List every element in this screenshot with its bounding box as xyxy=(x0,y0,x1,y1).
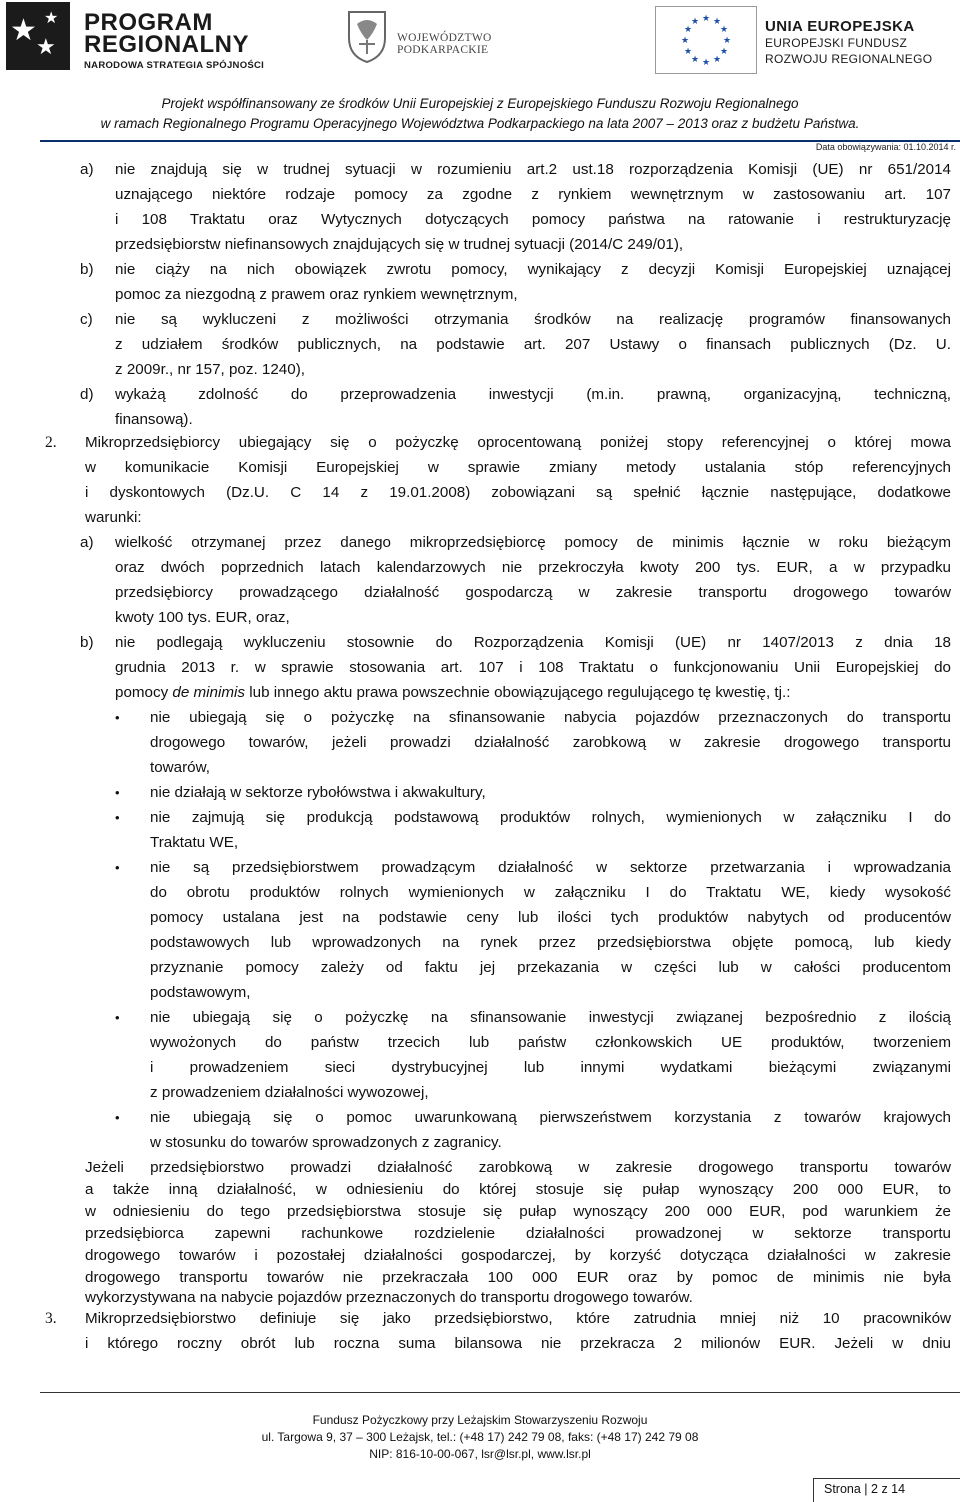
body-line: przedsiębiorcy prowadzącego działalność gospodarczą w zakresie transportu drogowego towarów xyxy=(115,584,951,601)
footer-line-3: NIP: 816-10-00-067, lsr@lsr.pl, www.lsr.pl xyxy=(369,1447,591,1461)
label-a: a) xyxy=(80,161,94,178)
svg-text:★: ★ xyxy=(719,25,729,35)
wojewodztwo-logo xyxy=(345,0,585,84)
body-line: i 108 Traktatu oraz Wytycznych dotyczących pomocy państwa na ratowanie i restrukturyzację xyxy=(115,211,951,228)
body-line: drogowego transportu towarów nie przekraczała 100 000 EUR oraz by pomoc de minimis nie była xyxy=(85,1269,951,1286)
body-line: uznającego niektóre rodzaje pomocy za zgodne z rynkiem wewnętrznym w zastosowaniu art. 107 xyxy=(115,186,951,203)
svg-text:★: ★ xyxy=(712,55,722,65)
body-line: finansową). xyxy=(115,411,193,428)
validity-date: Data obowiązywania: 01.10.2014 r. xyxy=(815,142,956,152)
bullet-icon: • xyxy=(115,710,120,725)
body-line: pomocy ustalana jest na podstawie ceny lub ilości tych produktów nabytych od producentów xyxy=(150,909,951,926)
body-line: i prowadzeniem sieci dystrybucyjnej lub innymi wydatkami bieżącymi związanymi xyxy=(150,1059,951,1076)
svg-text:★: ★ xyxy=(722,36,732,46)
label-d: d) xyxy=(80,386,94,403)
svg-text:★: ★ xyxy=(683,25,693,35)
body-line: w komunikacie Komisji Europejskiej w sprawie zmiany metody ustalania stóp referencyjnych xyxy=(85,459,951,476)
body-line: z prowadzeniem działalności wywozowej, xyxy=(150,1084,429,1101)
footer-line-2: ul. Targowa 9, 37 – 300 Leżajsk, tel.: (+48 17) 242 79 08, faks: (+48 17) 242 79 08 xyxy=(261,1430,699,1444)
body-line: nie znajdują się w trudnej sytuacji w rozumieniu art.2 ust.18 rozporządzenia Komisji (UE) nr 651/2014 xyxy=(115,161,951,178)
logo-center-text: WOJEWÓDZTWO PODKARPACKIE xyxy=(397,32,492,56)
body-line: grudnia 2013 r. w sprawie stosowania art. 107 i 108 Traktatu o funkcjonowaniu Unii Europejskiej do xyxy=(115,659,951,676)
svg-text:★: ★ xyxy=(683,47,693,57)
text-run: pomocy xyxy=(115,684,169,701)
logo-left-line2: REGIONALNY xyxy=(84,31,250,58)
page-number: Strona | 2 z 14 xyxy=(824,1482,906,1496)
label-a: a) xyxy=(80,534,94,551)
body-line: pomoc za niezgodną z prawem oraz rynkiem wewnętrznym, xyxy=(115,286,518,303)
body-line: wywożonych do państw trzecich lub państw członkowskich UE produktów, tworzeniem xyxy=(150,1034,951,1051)
body-line: oraz dwóch poprzednich latach kalendarzowych nie przekroczyła kwoty 200 tys. EUR, a w przypadku xyxy=(115,559,951,576)
bullet-icon: • xyxy=(115,785,120,800)
body-line: nie ubiegają się o pożyczkę na sfinansowanie nabycia pojazdów przeznaczonych do transportu xyxy=(150,709,951,726)
svg-text:★: ★ xyxy=(719,47,729,57)
label-b: b) xyxy=(80,261,94,278)
body-line: towarów, xyxy=(150,759,210,776)
body-line: nie są wykluczeni z możliwości otrzymania środków na realizację programów finansowanych xyxy=(115,311,951,328)
program-regionalny-logo xyxy=(6,0,276,84)
body-line: nie działają w sektorze rybołówstwa i akwakultury, xyxy=(150,784,486,801)
bullet-icon: • xyxy=(115,1010,120,1025)
logo-right-line3: ROZWOJU REGIONALNEGO xyxy=(765,52,933,66)
logo-right-line2: EUROPEJSKI FUNDUSZ xyxy=(765,36,908,50)
body-line: i którego roczny obrót lub roczna suma bilansowa nie przekracza 2 milionów EUR. Jeżeli w dniu xyxy=(85,1335,951,1352)
body-line: drogowego towarów, jeżeli prowadzi działalność zarobkową w zakresie drogowego transportu xyxy=(150,734,951,751)
logo-right-line1: UNIA EUROPEJSKA xyxy=(765,18,915,35)
body-line: nie ubiegają się o pożyczkę na sfinansowanie inwestycji związanej bezpośrednio z ilością xyxy=(150,1009,951,1026)
svg-text:★: ★ xyxy=(690,17,700,27)
body-line: wykorzystywana na nabycie pojazdów przeznaczonych do transportu drogowego towarów. xyxy=(85,1289,693,1306)
bullet-icon: • xyxy=(115,860,120,875)
svg-text:★: ★ xyxy=(701,14,711,24)
body-line: nie zajmują się produkcją podstawową produktów rolnych, wymienionych w załączniku I do xyxy=(150,809,951,826)
body-line: podstawowych lub wprowadzonych na rynek przez przedsiębiorstwa objęte pomocą, lub kiedy xyxy=(150,934,951,951)
body-line: nie są przedsiębiorstwem prowadzącym działalność w sektorze przetwarzania i wprowadzania xyxy=(150,859,951,876)
svg-text:★: ★ xyxy=(690,55,700,65)
body-line: Mikroprzedsiębiorstwo definiuje się jako przedsiębiorstwo, które zatrudnia mniej niż 10 pracowników xyxy=(85,1310,951,1327)
logo-left-line3: NARODOWA STRATEGIA SPÓJNOŚCI xyxy=(84,60,265,71)
body-line: w odniesieniu do tego przedsiębiorstwa stosuje się pułap wynoszący 200 000 EUR, pod warunkiem że xyxy=(85,1203,951,1220)
body-line: wielkość otrzymanej przez danego mikroprzedsiębiorcę pomocy de minimis łącznie w roku bieżącym xyxy=(115,534,951,551)
body-line: przedsiębiorstw niefinansowych znajdujących się w trudnej sytuacji (2014/C 249/01), xyxy=(115,236,684,253)
body-line: z 2009r., nr 157, poz. 1240), xyxy=(115,361,305,378)
bullet-icon: • xyxy=(115,1110,120,1125)
svg-text:★: ★ xyxy=(712,17,722,27)
italic-term: de minimis xyxy=(172,684,246,701)
body-line: podstawowym, xyxy=(150,984,251,1001)
project-line-1: Projekt współfinansowany ze środków Unii Europejskiej z Europejskiego Funduszu Rozwoju Regionalnego xyxy=(161,96,799,111)
bullet-icon: • xyxy=(115,810,120,825)
body-line: Mikroprzedsiębiorcy ubiegający się o pożyczkę oprocentowaną poniżej stopy referencyjnej o której mowa xyxy=(85,434,951,451)
body-line: nie podlegają wykluczeniu stosownie do Rozporządzenia Komisji (UE) nr 1407/2013 z dnia 18 xyxy=(115,634,951,651)
logo-left-line1: PROGRAM xyxy=(84,9,213,36)
body-line: warunki: xyxy=(85,509,142,526)
body-line: wykażą zdolność do przeprowadzenia inwestycji (m.in. prawną, organizacyjną, techniczną, xyxy=(115,386,951,403)
eu-flag-icon xyxy=(655,6,757,74)
body-line: do obrotu produktów rolnych wymienionych w załączniku I do Traktatu WE, kiedy wysokość xyxy=(150,884,951,901)
section-number-2: 2. xyxy=(45,434,57,451)
svg-text:★: ★ xyxy=(680,36,690,46)
text-run: lub innego aktu prawa powszechnie obowiązującego regulującego tę kwestię, tj.: xyxy=(249,684,791,701)
label-c: c) xyxy=(80,311,93,328)
label-b: b) xyxy=(80,634,94,651)
body-line: Jeżeli przedsiębiorstwo prowadzi działalność zarobkową w zakresie drogowego transportu towarów xyxy=(85,1159,951,1176)
body-line: kwoty 100 tys. EUR, oraz, xyxy=(115,609,290,626)
project-line-2: w ramach Regionalnego Programu Operacyjnego Województwa Podkarpackiego na lata 2007 – 2013 oraz z budżetu Państwa. xyxy=(100,116,860,131)
section-number-3: 3. xyxy=(45,1310,57,1327)
body-line: i dyskontowych (Dz.U. C 14 z 19.01.2008) zobowiązani są spełnić łącznie następujące, dodatkowe xyxy=(85,484,951,501)
footer-divider xyxy=(40,1392,960,1393)
voivodeship-crest-icon xyxy=(345,8,389,64)
ue-logo xyxy=(655,0,955,84)
footer-line-1: Fundusz Pożyczkowy przy Leżajskim Stowarzyszeniu Rozwoju xyxy=(312,1413,648,1427)
body-line: przyznanie pomocy zależy od faktu jej przekazania w części lub w całości producentom xyxy=(150,959,951,976)
body-line-mixed xyxy=(115,683,790,703)
body-line: nie ciąży na nich obowiązek zwrotu pomocy, wynikający z decyzji Komisji Europejskiej uznającej xyxy=(115,261,951,278)
body-line: a także inną działalność, w odniesieniu do której stosuje się pułap wynoszący 200 000 EUR, to xyxy=(85,1181,951,1198)
body-line: drogowego towarów i pozostałej działalności gospodarczej, by korzyść dotycząca działalności w zakresie xyxy=(85,1247,951,1264)
body-line: w stosunku do towarów sprowadzonych z zagranicy. xyxy=(150,1134,502,1151)
svg-text:★: ★ xyxy=(701,58,711,68)
stars-logo-icon: ★ ★ ★ xyxy=(6,2,70,70)
body-line: przedsiębiorca zapewni rachunkowe rozdzielenie działalności prowadzonej w sektorze transportu xyxy=(85,1225,951,1242)
body-line: Traktatu WE, xyxy=(150,834,239,851)
body-line: z udziałem środków publicznych, na podstawie art. 207 Ustawy o finansach publicznych (Dz. U. xyxy=(115,336,951,353)
body-line: nie ubiegają się o pomoc uwarunkowaną pierwszeństwem korzystania z towarów krajowych xyxy=(150,1109,951,1126)
